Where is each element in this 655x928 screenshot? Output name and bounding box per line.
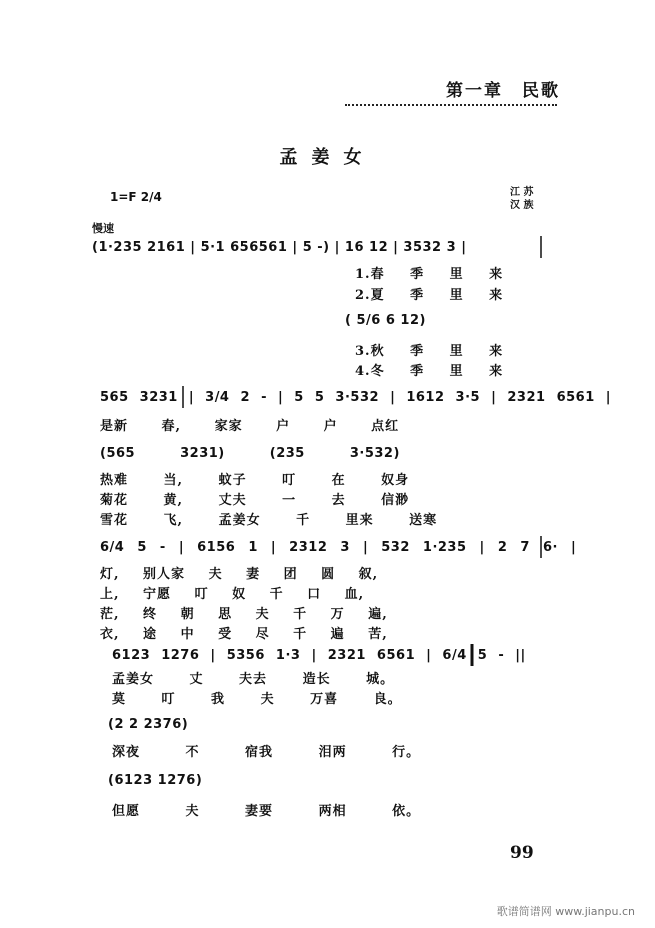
lyric-line-1d: 4.冬 季 里 来 (355, 364, 504, 379)
notation-line-3: 6/4 5 - | 6156 1 | 2312 3 | 532 1·235 | 2 7 6· | (100, 540, 577, 555)
lyric-line-1c: 3.秋 季 里 来 (355, 344, 504, 359)
region-line-1: 江 苏 (510, 187, 534, 198)
lyric-line-6: 但愿 夫 妻要 两相 依。 (112, 804, 421, 819)
lyric-line-2c: 雪花 飞, 孟姜女 千 里来 送寒 (100, 513, 438, 528)
notation-line-1: (1·235 2161 | 5·1 656561 | 5 -) | 16 12 | 3532 3 | (92, 240, 467, 255)
lyric-line-3b: 上, 宁愿 叮 奴 千 口 血, (100, 587, 365, 602)
notation-line-4: 6123 1276 | 5356 1·3 | 2321 6561 | 6/4 5 - || (112, 648, 526, 663)
lyric-line-3a: 灯, 别人家 夫 妻 团 圆 叙, (100, 567, 379, 582)
region-line-2: 汉 族 (510, 200, 534, 211)
tempo-marking: 慢速 (92, 222, 114, 235)
lyric-line-2: 是新 春, 家家 户 户 点红 (100, 419, 400, 434)
notation-line-2: 565 3231 | 3/4 2 - | 5 5 3·532 | 1612 3·5 | 2321 6561 | (100, 390, 612, 405)
lyric-line-4b: 莫 叮 我 夫 万喜 良。 (112, 692, 402, 707)
notation-line-1-variant: ( 5/6 6 12) (345, 313, 426, 328)
notation-line-5: (2 2 2376) (108, 717, 189, 732)
lyric-line-3d: 衣, 途 中 受 尽 千 遍 苦, (100, 627, 388, 642)
lyric-line-2b: 菊花 黄, 丈夫 一 去 信渺 (100, 493, 410, 508)
key-signature: 1=F 2/4 (110, 190, 162, 204)
watermark-footer: 歌谱简谱网 www.jianpu.cn (496, 905, 635, 918)
lyric-line-5: 深夜 不 宿我 泪两 行。 (112, 745, 421, 760)
lyric-line-3c: 茫, 终 朝 思 夫 千 万 遍, (100, 607, 388, 622)
lyric-line-1b: 2.夏 季 里 来 (355, 288, 504, 303)
lyric-line-1a: 1.春 季 里 来 (355, 267, 504, 282)
lyric-line-4a: 孟姜女 丈 夫去 造长 城。 (112, 672, 395, 687)
notation-line-6: (6123 1276) (108, 773, 203, 788)
page-number: 99 (510, 843, 534, 863)
chapter-header: 第一章 民歌 (446, 81, 560, 101)
song-title: 孟姜女 (279, 147, 376, 168)
lyric-line-2a: 热难 当, 蚊子 叮 在 奴身 (100, 473, 410, 488)
notation-line-2-interlude: (565 3231) (235 3·532) (100, 446, 400, 461)
